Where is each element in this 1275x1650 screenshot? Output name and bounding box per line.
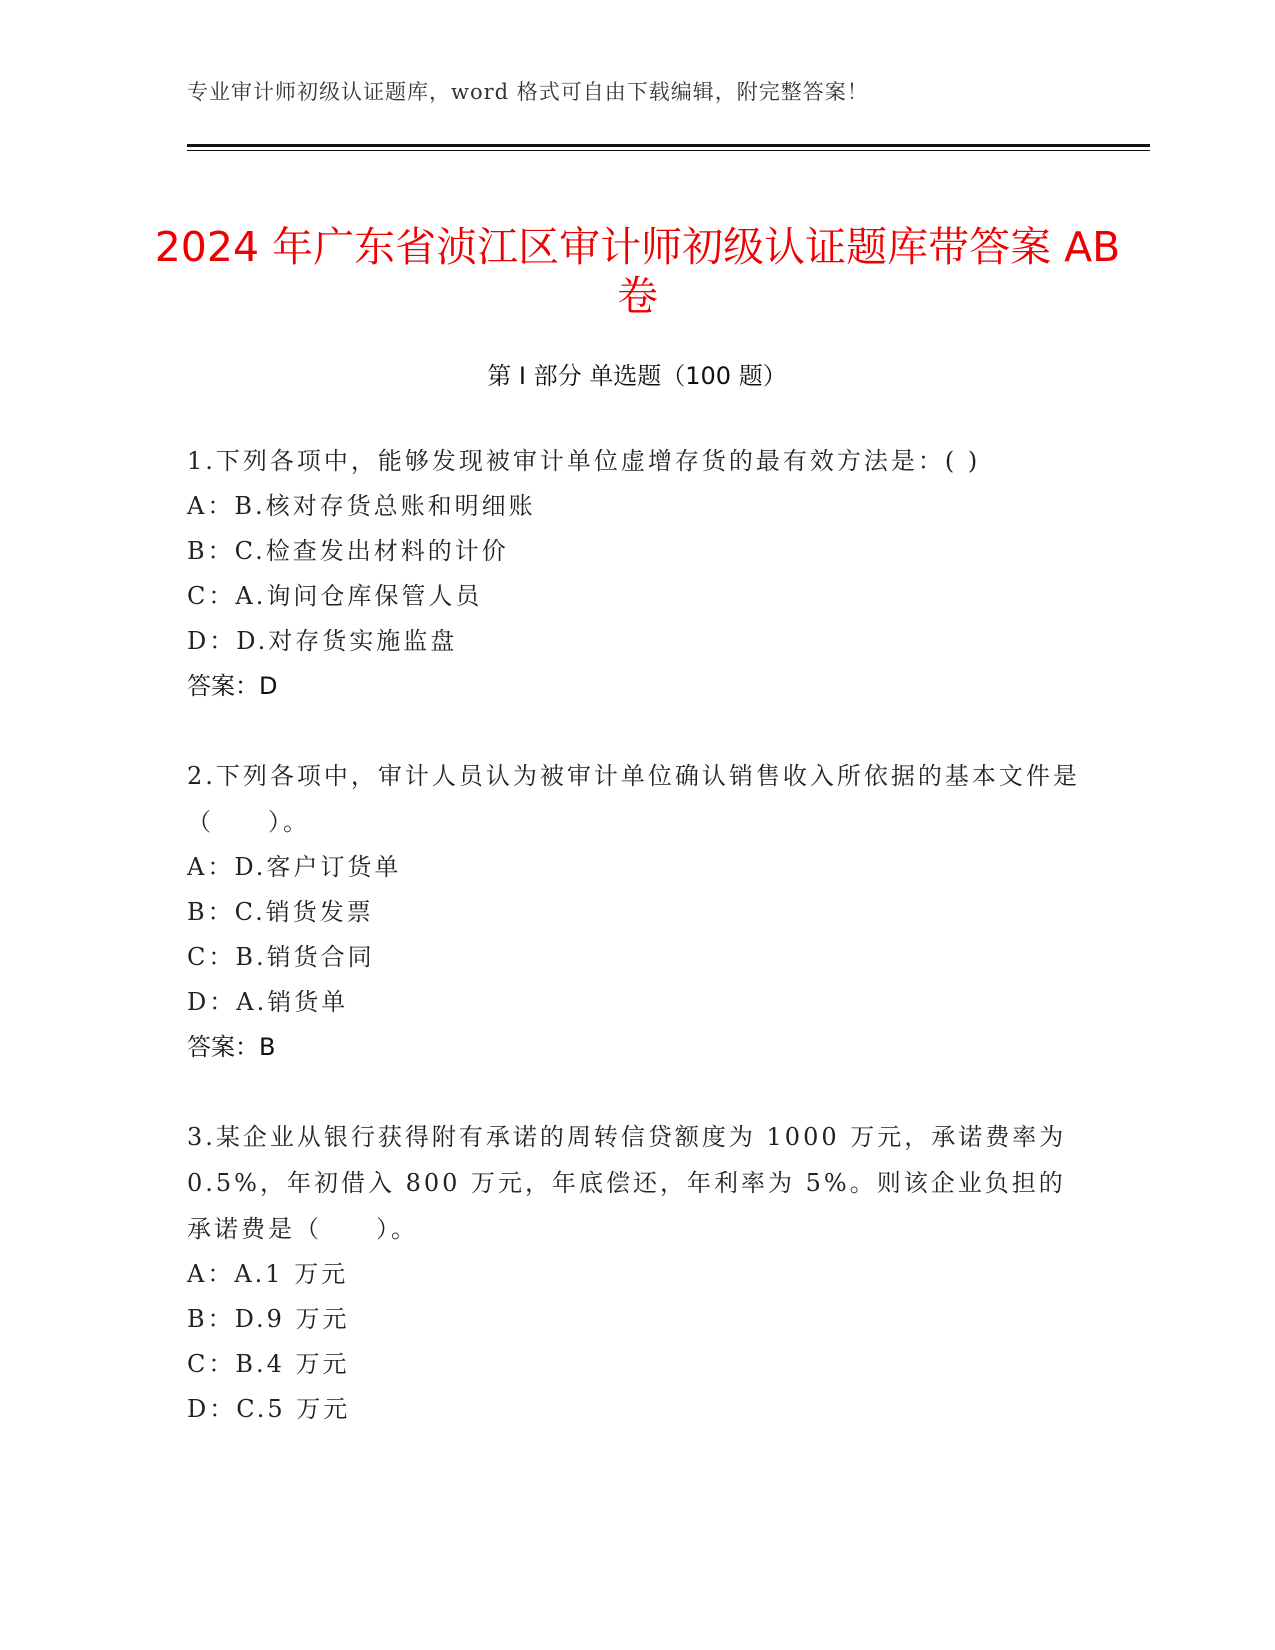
option-d: D：A.销货单 bbox=[187, 988, 349, 1016]
header-divider-thick bbox=[187, 144, 1150, 147]
question-3 bbox=[187, 1114, 1087, 1432]
question-stem: 3.某企业从银行获得附有承诺的周转信贷额度为 1000 万元，承诺费率为 0.5%，年初借入 800 万元，年底偿还，年利率为 5%。则该企业负担的承诺费是（ ）。 bbox=[187, 1123, 1067, 1243]
question-stem: 2.下列各项中，审计人员认为被审计单位确认销售收入所依据的基本文件是（ ）。 bbox=[187, 762, 1080, 836]
question-stem: 1.下列各项中，能够发现被审计单位虚增存货的最有效方法是：( ) bbox=[187, 447, 981, 475]
option-b: B：C.检查发出材料的计价 bbox=[187, 537, 509, 565]
page-title: 2024 年广东省浈江区审计师初级认证题库带答案 AB 卷 bbox=[154, 223, 1121, 321]
header-divider-thin bbox=[187, 150, 1150, 151]
option-c: C：B.4 万元 bbox=[187, 1350, 350, 1378]
option-d: D：C.5 万元 bbox=[187, 1395, 351, 1423]
question-1 bbox=[187, 438, 1087, 709]
question-list bbox=[187, 438, 1087, 1476]
option-c: C：B.销货合同 bbox=[187, 943, 375, 971]
option-a: A：D.客户订货单 bbox=[187, 853, 402, 881]
option-a: A：B.核对存货总账和明细账 bbox=[187, 492, 536, 520]
option-d: D：D.对存货实施监盘 bbox=[187, 627, 458, 655]
answer: 答案：B bbox=[187, 1033, 276, 1061]
answer: 答案：D bbox=[187, 672, 278, 700]
option-a: A：A.1 万元 bbox=[187, 1260, 349, 1288]
option-c: C：A.询问仓库保管人员 bbox=[187, 582, 483, 610]
section-heading: 第 I 部分 单选题（100 题） bbox=[487, 362, 787, 390]
header-note: 专业审计师初级认证题库，word 格式可自由下载编辑，附完整答案！ bbox=[187, 80, 869, 104]
option-b: B：C.销货发票 bbox=[187, 898, 374, 926]
option-b: B：D.9 万元 bbox=[187, 1305, 350, 1333]
question-2 bbox=[187, 753, 1087, 1070]
